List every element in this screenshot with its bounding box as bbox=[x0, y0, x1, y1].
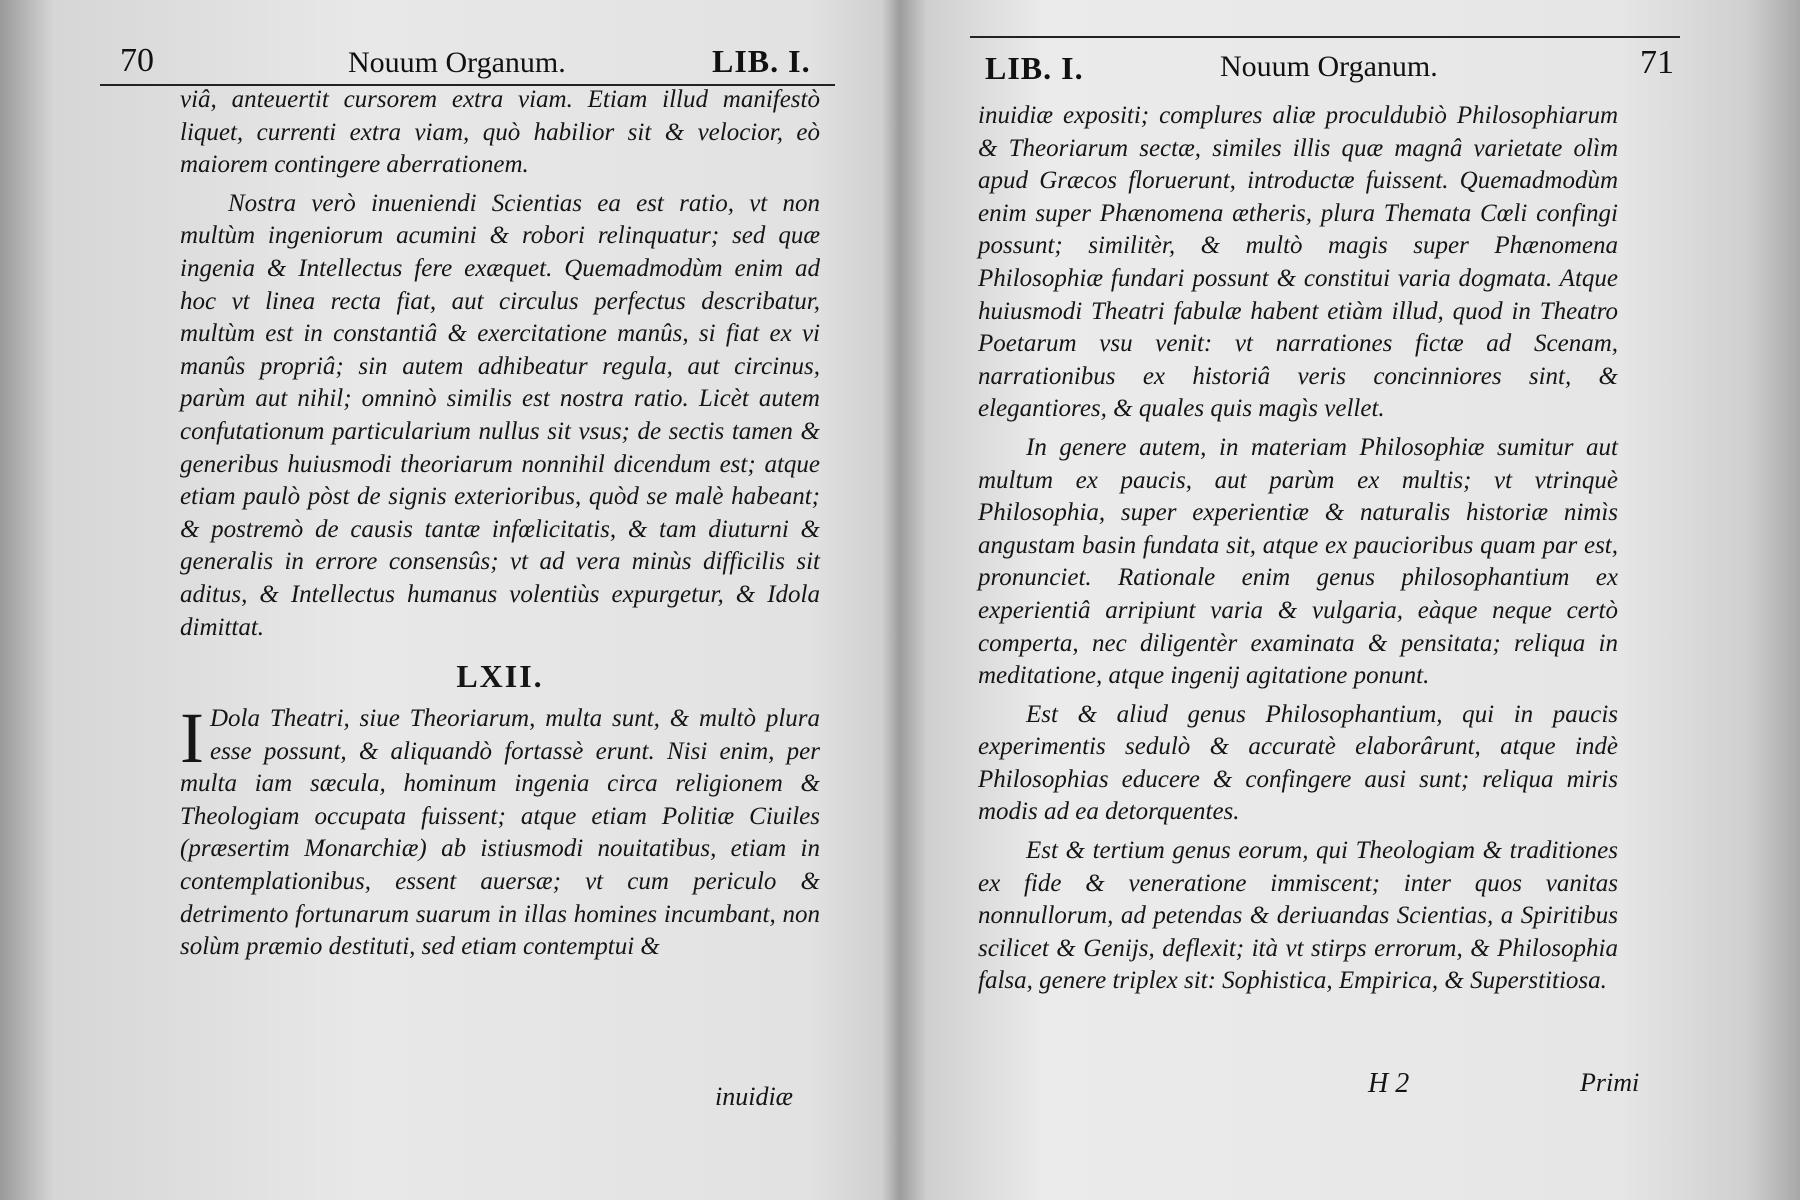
right-page-number: 71 bbox=[1640, 44, 1674, 81]
left-running-title: Nouum Organum. bbox=[348, 46, 566, 79]
signature-mark: H 2 bbox=[1368, 1068, 1410, 1099]
aphorism-heading: LXII. bbox=[456, 658, 544, 695]
right-paragraph-1: inuidiæ expositi; complures aliæ proculdubiò Philosophiarum & Theoriarum sectæ, similes illis quæ magnâ varietate olìm apud Græcos floruerunt, introductæ fuissent. Quemadmodùm enim super Phænomena ætheris, plura Themata Cœli confingi possunt; similitèr, & multò magis super Phænomena Philosophiæ fundari possunt & constitui varia dogmata. Atque huiusmodi Theatri fabulæ habent etiàm illud, quod in Theatro Poetarum vsu venit: vt narrationes fictæ ad Scenam, narrationibus ex historiâ veris concinniores sint, & elegantiores, & quales quis magìs vellet. bbox=[978, 102, 1618, 423]
right-book-section: LIB. I. bbox=[985, 50, 1084, 86]
drop-capital: I bbox=[180, 698, 204, 779]
right-catchword: Primi bbox=[1580, 1068, 1640, 1097]
aphorism-paragraph bbox=[180, 698, 820, 964]
left-paragraph-1: viâ, anteuertit cursorem extra viam. Etiam illud manifestò liquet, currenti extra viam, quò habilior sit & velocior, eò maiorem contingere aberrationem. bbox=[180, 86, 820, 179]
right-paragraph-4: Est & tertium genus eorum, qui Theologiam & traditiones ex fide & veneratione immiscent; inter quos vanitas nonnullorum, ad petendas & deriuandas Scientias, a Spiritibus scilicet & Genijs, deflexit; ità vt stirps errorum, & Philosophia falsa, genere triplex sit: Sophistica, Empirica, & Superstitiosa. bbox=[978, 837, 1618, 995]
left-page-number: 70 bbox=[120, 42, 154, 79]
right-text-block bbox=[978, 100, 1618, 1004]
right-running-head bbox=[970, 36, 1680, 88]
right-running-title: Nouum Organum. bbox=[1220, 50, 1438, 83]
left-catchword: inuidiæ bbox=[715, 1082, 794, 1111]
left-page bbox=[0, 0, 880, 1200]
left-text-block bbox=[180, 84, 820, 970]
right-page bbox=[910, 0, 1800, 1200]
left-book-section: LIB. I. bbox=[712, 43, 811, 79]
right-paragraph-3: Est & aliud genus Philosophantium, qui in paucis experimentis sedulò & accuratè elaborârunt, atque indè Philosophias educere & confingere ausi sunt; reliqua miris modis ad ea detorquentes. bbox=[978, 700, 1618, 826]
left-paragraph-2: Nostra verò inueniendi Scientias ea est ratio, vt non multùm ingeniorum acumini & robori relinquatur; sed quæ ingenia & Intellectus fere exæquet. Quemadmodùm enim ad hoc vt linea recta fiat, aut circulus perfectus describatur, multùm est in constantiâ & exercitatione manûs, si fiat ex vi manûs propriâ; sin autem adhibeatur regula, aut circinus, parùm aut nihil; omninò similis est nostra ratio. Licèt autem confutationum particularium nullus sit vsus; de sectis tamen & generibus huiusmodi theoriarum nonnihil dicendum est; atque etiam paulò pòst de signis exterioribus, quòd se malè habeant; & postremò de causis tantæ infœlicitatis, & tam diuturni & generalis in errore consensûs; vt ad vera minùs difficilis sit aditus, & Intellectus humanus volentiùs expurgetur, & Idola dimittat. bbox=[180, 189, 820, 641]
left-running-head bbox=[100, 34, 835, 86]
aphorism-text: Dola Theatri, siue Theoriarum, multa sunt, & multò plura esse possunt, & aliquandò fortassè erunt. Nisi enim, per multa iam sæcula, hominum ingenia circa religionem & Theologiam occupata fuissent; atque etiam Politiæ Ciuiles (præsertim Monarchiæ) ab istiusmodi nouitatibus, etiam in contemplationibus, essent auersæ; vt cum periculo & detrimento fortunarum suarum in illas homines incumbant, non solùm præmio destituti, sed etiam contemptui & bbox=[180, 705, 820, 961]
right-paragraph-2: In genere autem, in materiam Philosophiæ sumitur aut multum ex paucis, aut parùm ex multis; vt vtrinquè Philosophia, super experientiæ & naturalis historiæ nimìs angustam basin fundata sit, atque ex paucioribus quam par est, pronunciet. Rationale enim genus philosophantium ex experientiâ arripiunt varia & vulgaria, eàque neque certò comperta, nec diligentèr examinata & pensitata; reliqua in meditatione, atque ingenij agitatione ponunt. bbox=[978, 433, 1618, 690]
